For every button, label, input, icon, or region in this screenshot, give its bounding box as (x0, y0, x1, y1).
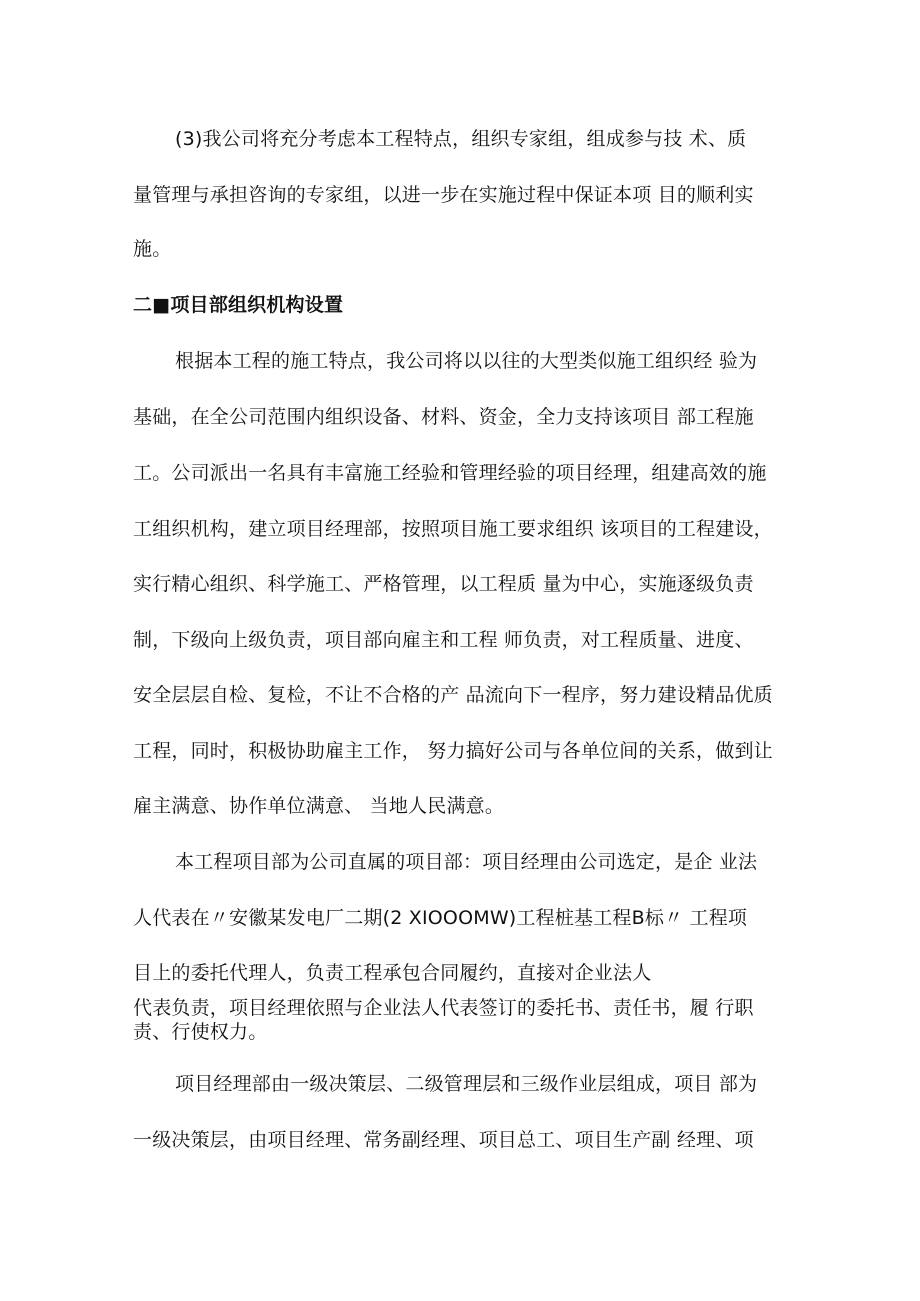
paragraph-1-line-3: 施。 (133, 238, 172, 260)
paragraph-2-line-8: 工程，同时，积极协助雇主工作， 努力搞好公司与各单位间的关系，做到让 (133, 740, 773, 762)
paragraph-2-line-6: 制，下级向上级负责，项目部向雇主和工程 师负责，对工程质量、进度、 (133, 629, 754, 651)
paragraph-3-line-5: 责、行使权力。 (133, 1021, 268, 1043)
paragraph-1-line-1: (3)我公司将充分考虑本工程特点，组织专家组，组成参与技 术、质 (175, 128, 747, 150)
paragraph-2-line-9: 雇主满意、协作单位满意、 当地人民满意。 (133, 795, 505, 817)
paragraph-1-line-2: 量管理与承担咨询的专家组，以进一步在实施过程中保证本项 目的顺利实 (133, 184, 754, 206)
paragraph-3-line-4: 代表负责，项目经理依照与企业法人代表签订的委托书、责任书，履 行职 (133, 997, 754, 1019)
paragraph-2-line-1: 根据本工程的施工特点，我公司将以以往的大型类似施工组织经 验为 (175, 350, 758, 372)
paragraph-2-line-4: 工组织机构，建立项目经理部，按照项目施工要求组织 该项目的工程建设， (133, 518, 773, 540)
paragraph-2-line-5: 实行精心组织、科学施工、严格管理，以工程质 量为中心，实施逐级负责 (133, 573, 754, 595)
paragraph-2-line-7: 安全层层自检、复检，不让不合格的产 品流向下一程序，努力建设精品优质 (133, 684, 773, 706)
paragraph-4-line-2: 一级决策层，由项目经理、常务副经理、项目总工、项目生产副 经理、项 (133, 1129, 754, 1151)
section-heading: 二■项目部组织机构设置 (133, 294, 344, 316)
paragraph-4-line-1: 项目经理部由一级决策层、二级管理层和三级作业层组成，项目 部为 (175, 1073, 758, 1095)
paragraph-2-line-3: 工。公司派出一名具有丰富施工经验和管理经验的项目经理，组建高效的施 (133, 462, 767, 484)
paragraph-3-line-3: 目上的委托代理人，负责工程承包合同履约，直接对企业法人 (133, 962, 652, 984)
paragraph-3-line-1: 本工程项目部为公司直属的项目部：项目经理由公司选定，是企 业法 (175, 851, 758, 873)
paragraph-3-line-2: 人代表在〃安徽某发电厂二期(2 XIOOOMW)工程桩基工程B标〃 工程项 (133, 907, 748, 929)
paragraph-2-line-2: 基础，在全公司范围内组织设备、材料、资金，全力支持该项目 部工程施 (133, 406, 754, 428)
